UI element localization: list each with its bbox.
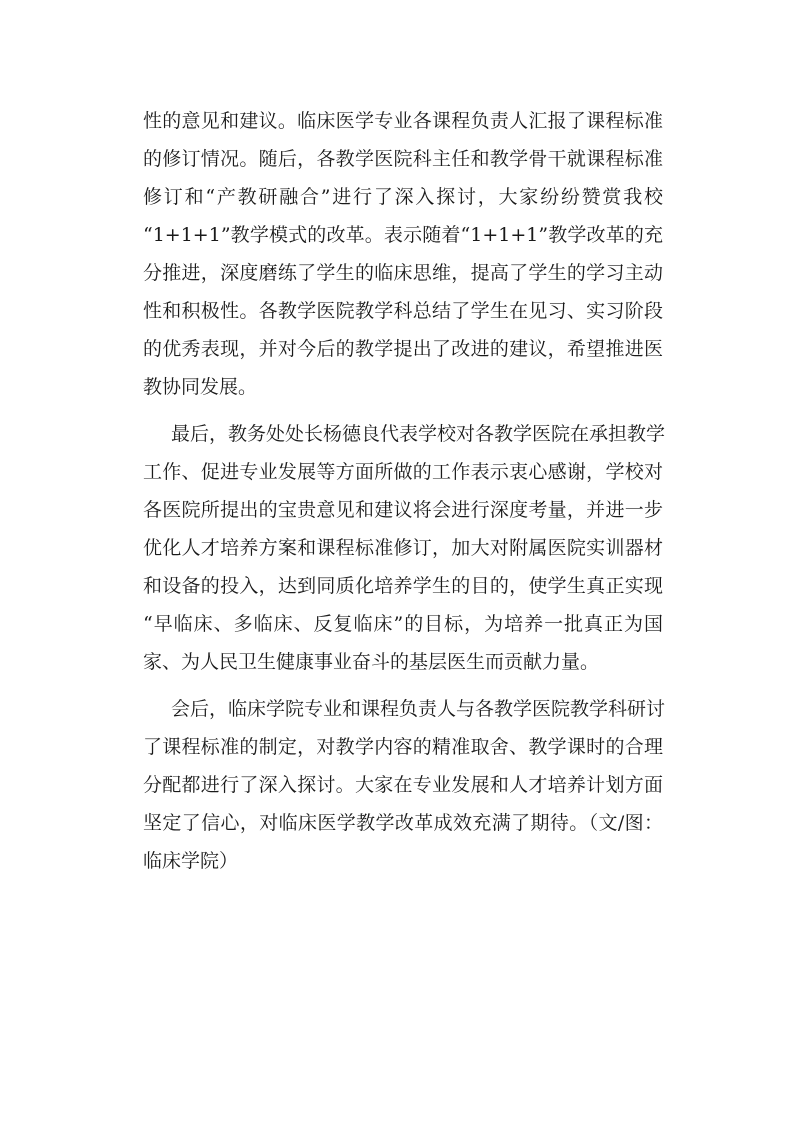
text-line: “1+1+1”教学模式的改革。表示随着“1+1+1”教学改革的充 [143, 224, 663, 246]
text-line: 最后，教务处处长杨德良代表学校对各教学医院在承担教学 [171, 423, 666, 445]
text-line: 性的意见和建议。临床医学专业各课程负责人汇报了课程标准 [143, 110, 663, 132]
text-line: 家、为人民卫生健康事业奋斗的基层医生而贡献力量。 [143, 651, 600, 673]
text-line: 坚定了信心，对临床医学教学改革成效充满了期待。（文/图： [143, 812, 663, 834]
text-line: 的修订情况。随后，各教学医院科主任和教学骨干就课程标准 [143, 148, 663, 170]
paragraph-1 [143, 102, 663, 406]
article-body [143, 102, 666, 889]
paragraph-2 [143, 415, 666, 681]
text-line: 分配都进行了深入探讨。大家在专业发展和人才培养计划方面 [143, 774, 663, 796]
text-line: 性和积极性。各教学医院教学科总结了学生在见习、实习阶段 [143, 300, 663, 322]
text-line: 的优秀表现，并对今后的教学提出了改进的建议，希望推进医 [143, 338, 663, 360]
text-line: 教协同发展。 [143, 376, 258, 398]
text-line: 各医院所提出的宝贵意见和建议将会进行深度考量，并进一步 [143, 499, 663, 521]
text-line: “早临床、多临床、反复临床”的目标，为培养一批真正为国 [143, 613, 663, 635]
text-line: 了课程标准的制定，对教学内容的精准取舍、教学课时的合理 [143, 736, 663, 758]
text-line: 工作、促进专业发展等方面所做的工作表示衷心感谢，学校对 [143, 461, 663, 483]
paragraph-3 [143, 690, 666, 880]
text-line: 和设备的投入，达到同质化培养学生的目的，使学生真正实现 [143, 575, 663, 597]
text-line: 会后，临床学院专业和课程负责人与各教学医院教学科研讨 [171, 698, 666, 720]
text-line: 优化人才培养方案和课程标准修订，加大对附属医院实训器材 [143, 537, 663, 559]
text-line: 修订和“产教研融合”进行了深入探讨，大家纷纷赞赏我校 [143, 186, 663, 208]
text-line: 分推进，深度磨练了学生的临床思维，提高了学生的学习主动 [143, 262, 663, 284]
text-line: 临床学院） [143, 850, 239, 872]
